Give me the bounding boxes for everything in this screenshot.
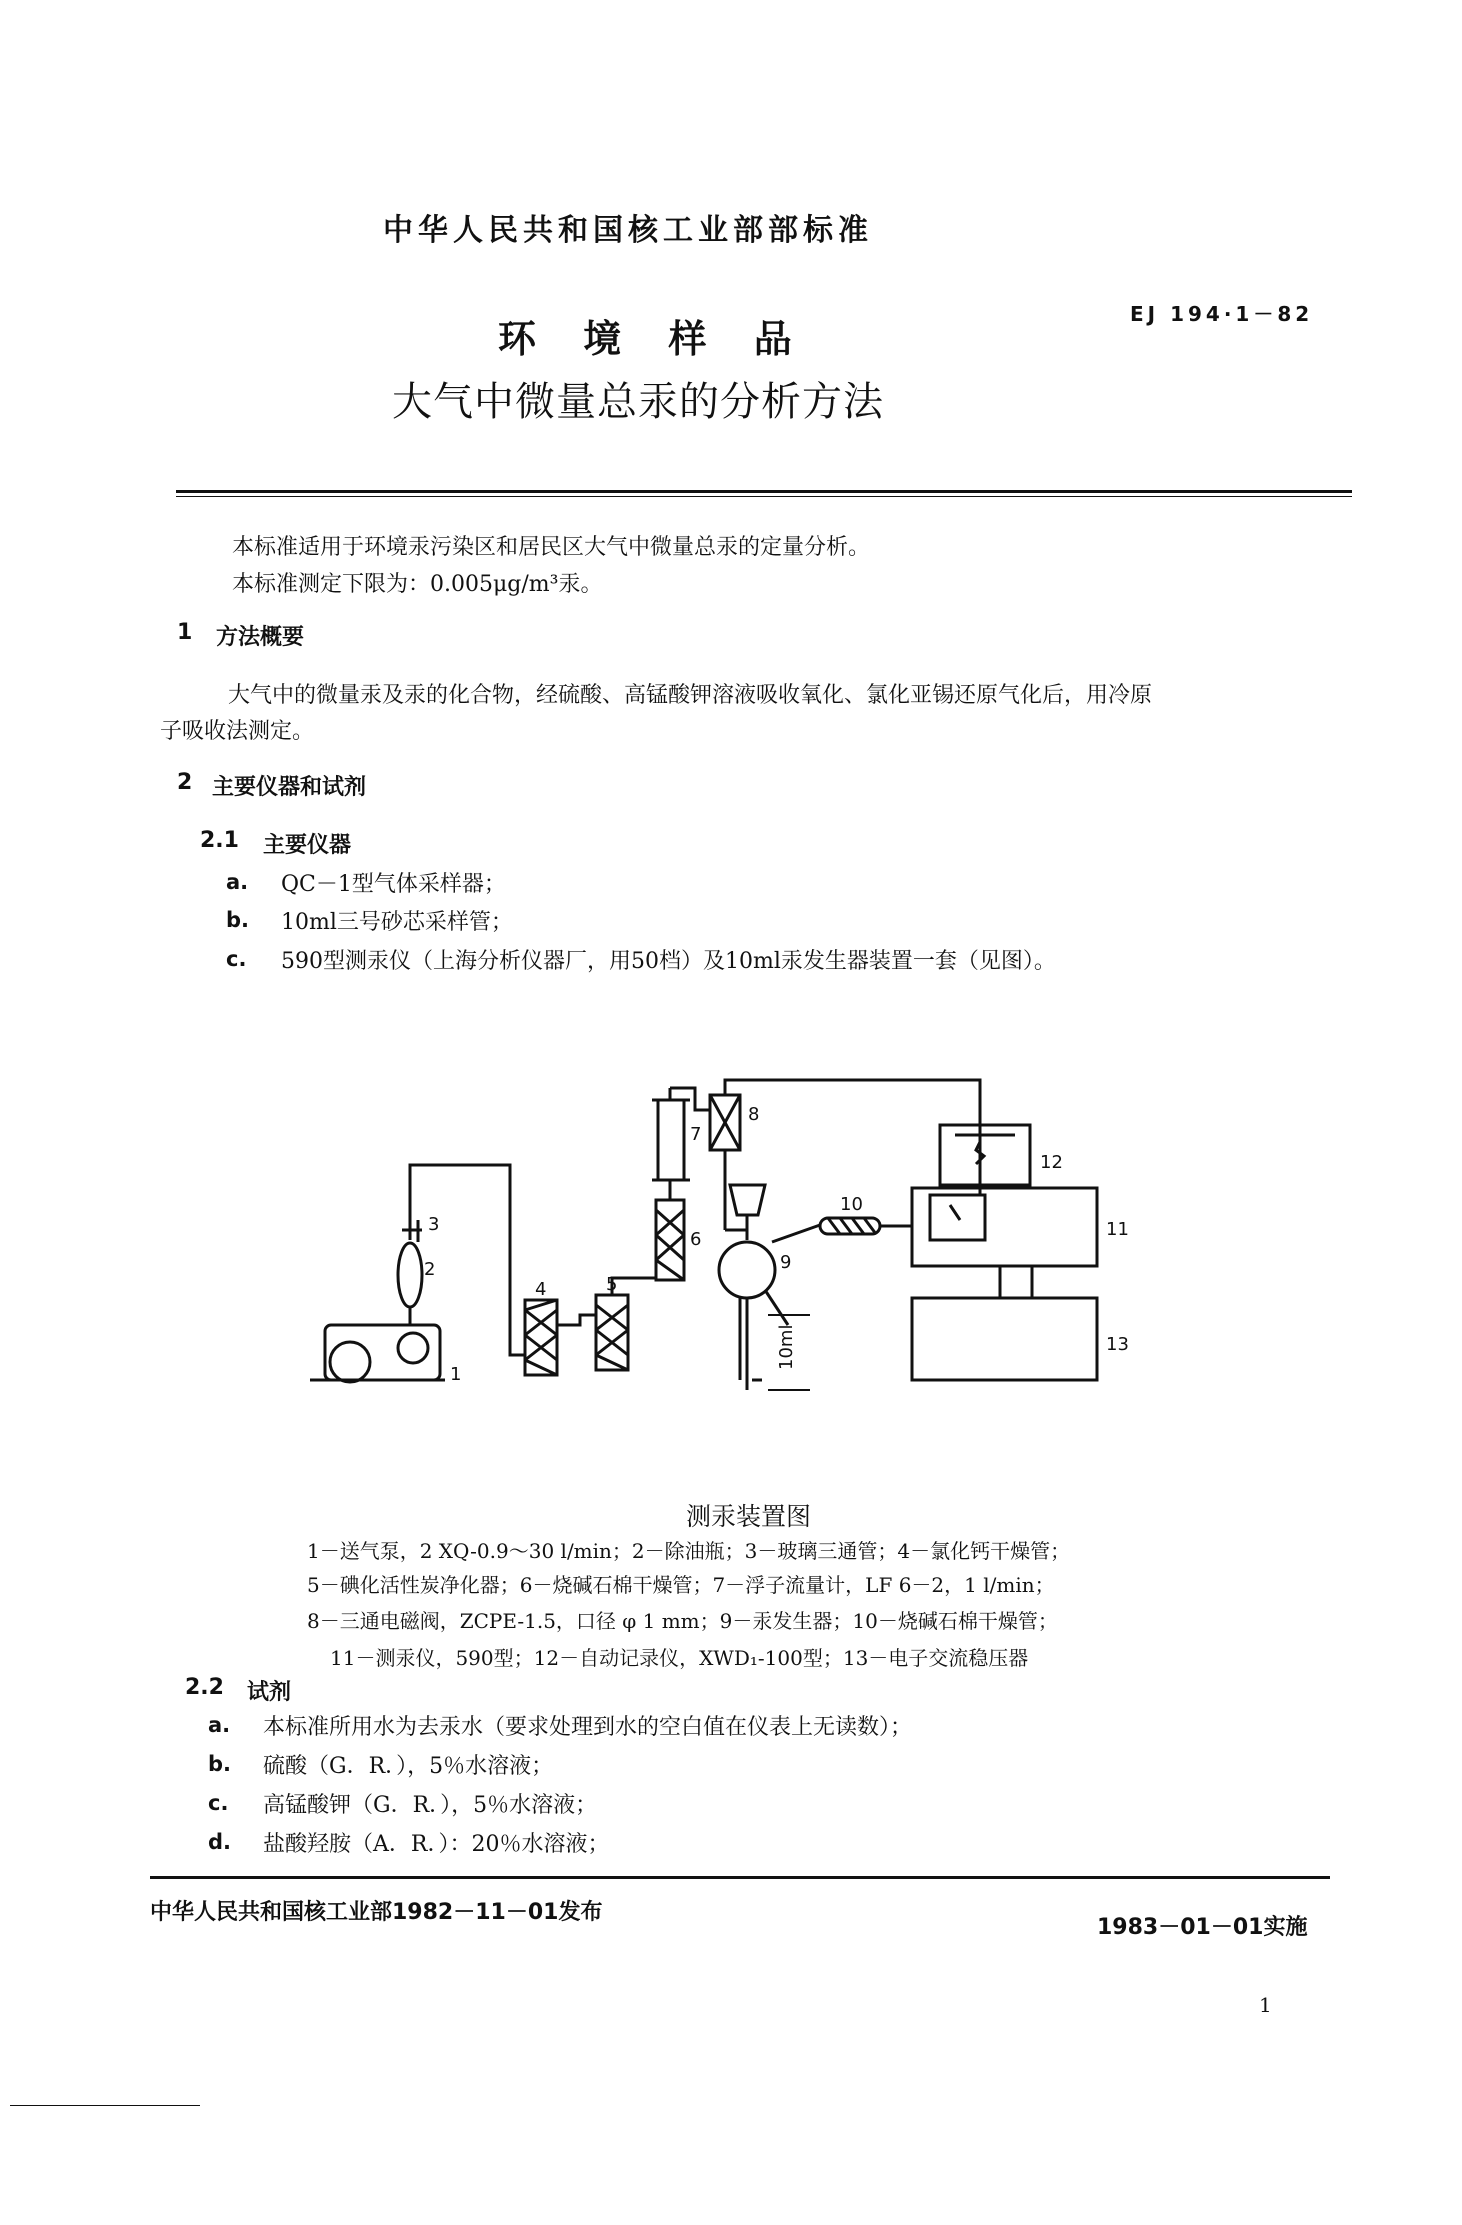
soda-asbestos-dryer-10 bbox=[820, 1218, 880, 1234]
reagent-c-mark: c. bbox=[208, 1791, 229, 1815]
calcium-chloride-dryer bbox=[525, 1300, 557, 1375]
label-12: 12 bbox=[1040, 1152, 1063, 1173]
figure-legend-line-1: 1－送气泵，2 XQ-0.9～30 l/min；2－除油瓶；3－玻璃三通管；4－氯化钙干燥管； bbox=[307, 1539, 1071, 1563]
label-6: 6 bbox=[690, 1229, 702, 1250]
figure-caption: 测汞装置图 bbox=[686, 1502, 812, 1531]
instrument-a-text: QC－1型气体采样器； bbox=[281, 872, 506, 897]
instrument-c-text: 590型测汞仪（上海分析仪器厂，用50档）及10ml汞发生器装置一套（见图）。 bbox=[281, 949, 1056, 974]
auto-recorder bbox=[940, 1125, 1030, 1185]
label-4: 4 bbox=[535, 1279, 547, 1300]
three-way-solenoid-valve bbox=[710, 1095, 740, 1150]
issue-date: 中华人民共和国核工业部1982－11－01发布 bbox=[150, 1900, 603, 1925]
mercury-apparatus-diagram bbox=[300, 1070, 1250, 1430]
reagent-c-text: 高锰酸钾（G．R．），5％水溶液； bbox=[263, 1793, 598, 1818]
header-rule-thin bbox=[176, 496, 1352, 497]
section-1-para-line-1: 大气中的微量汞及汞的化合物，经硫酸、高锰酸钾溶液吸收氧化、氯化亚锡还原气化后，用冷原 bbox=[228, 683, 1153, 708]
bottom-left-rule bbox=[10, 2105, 200, 2106]
section-2-2-heading: 试剂 bbox=[247, 1680, 292, 1705]
mercury-analyzer bbox=[912, 1188, 1097, 1266]
label-9: 9 bbox=[780, 1252, 792, 1273]
section-2-2-number: 2.2 bbox=[185, 1675, 224, 1700]
section-2-1-number: 2.1 bbox=[200, 828, 239, 853]
doc-number: EJ 194·1－82 bbox=[1130, 302, 1314, 326]
reagent-a-mark: a. bbox=[208, 1713, 231, 1737]
figure-legend-line-2: 5－碘化活性炭净化器；6－烧碱石棉干燥管；7－浮子流量计，LF 6－2，1 l/min； bbox=[307, 1573, 1055, 1597]
reagent-b-text: 硫酸（G．R．），5％水溶液； bbox=[263, 1754, 554, 1779]
float-flowmeter bbox=[652, 1088, 690, 1200]
label-11: 11 bbox=[1106, 1219, 1129, 1240]
reagent-d-text: 盐酸羟胺（A．R．）：20％水溶液； bbox=[263, 1832, 610, 1857]
section-1-number: 1 bbox=[177, 620, 193, 645]
figure-legend-line-4: 11－测汞仪，590型；12－自动记录仪，XWD₁-100型；13－电子交流稳压器 bbox=[330, 1646, 1029, 1670]
label-10: 10 bbox=[840, 1194, 863, 1215]
soda-asbestos-dryer-6 bbox=[656, 1200, 684, 1280]
voltage-stabilizer bbox=[912, 1298, 1097, 1380]
reagent-a-text: 本标准所用水为去汞水（要求处理到水的空白值在仪表上无读数）； bbox=[263, 1715, 913, 1740]
page-number: 1 bbox=[1259, 1993, 1272, 2017]
limit-text: 本标准测定下限为：0.005μg/m³汞。 bbox=[232, 572, 603, 597]
iodized-carbon-purifier bbox=[596, 1295, 628, 1370]
title-line-1: 环 境 样 品 bbox=[498, 317, 792, 361]
label-3: 3 bbox=[428, 1214, 440, 1235]
label-13: 13 bbox=[1106, 1334, 1129, 1355]
title-line-2: 大气中微量总汞的分析方法 bbox=[392, 379, 884, 425]
scope-text: 本标准适用于环境汞污染区和居民区大气中微量总汞的定量分析。 bbox=[232, 535, 871, 560]
footer-rule bbox=[150, 1876, 1330, 1879]
label-1: 1 bbox=[450, 1364, 462, 1385]
instrument-a-mark: a. bbox=[226, 870, 249, 894]
figure-legend-line-3: 8－三通电磁阀，ZCPE-1.5，口径 φ 1 mm；9－汞发生器；10－烧碱石棉干燥管； bbox=[307, 1609, 1058, 1633]
instrument-c-mark: c. bbox=[226, 947, 247, 971]
label-7: 7 bbox=[690, 1124, 702, 1145]
effective-date: 1983－01－01实施 bbox=[1097, 1915, 1308, 1940]
instrument-b-mark: b. bbox=[226, 908, 250, 932]
reagent-d-mark: d. bbox=[208, 1830, 232, 1854]
section-2-heading: 主要仪器和试剂 bbox=[212, 775, 367, 800]
section-2-1-heading: 主要仪器 bbox=[263, 833, 352, 858]
section-1-heading: 方法概要 bbox=[216, 625, 305, 650]
org-title: 中华人民共和国核工业部部标准 bbox=[383, 213, 873, 248]
label-volume: 10ml bbox=[776, 1324, 797, 1370]
instrument-b-text: 10ml三号砂芯采样管； bbox=[281, 910, 513, 935]
label-2: 2 bbox=[424, 1259, 436, 1280]
air-pump bbox=[310, 1325, 445, 1382]
header-rule bbox=[176, 490, 1352, 493]
glass-tee bbox=[402, 1220, 422, 1242]
label-8: 8 bbox=[748, 1104, 760, 1125]
label-5: 5 bbox=[606, 1274, 618, 1295]
section-2-number: 2 bbox=[177, 770, 193, 795]
mercury-generator bbox=[719, 1150, 820, 1390]
section-1-para-line-2: 子吸收法测定。 bbox=[160, 719, 315, 744]
reagent-b-mark: b. bbox=[208, 1752, 232, 1776]
